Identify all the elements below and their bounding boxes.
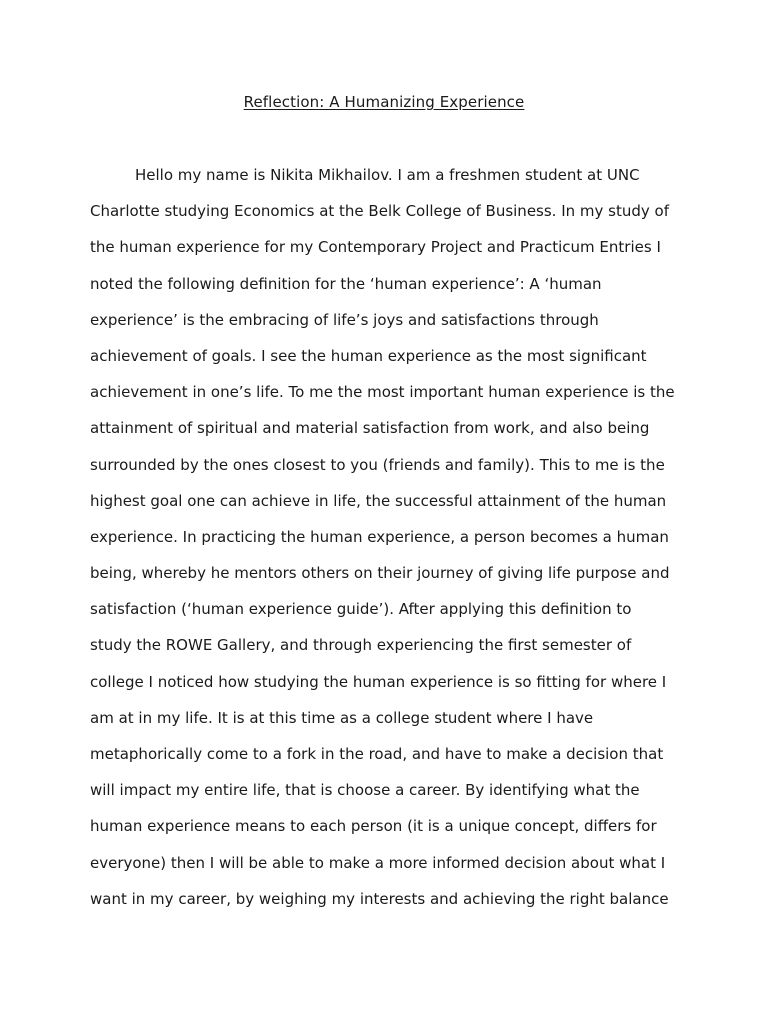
paragraph-line: highest goal one can achieve in life, the successful attainment of the human <box>90 491 667 510</box>
paragraph-line: the human experience for my Contemporary Project and Practicum Entries I <box>90 238 661 257</box>
paragraph-line: Hello my name is Nikita Mikhailov. I am a freshmen student at UNC <box>135 166 640 184</box>
paragraph-line: experience. In practicing the human experience, a person becomes a human <box>90 527 669 546</box>
paragraph-line: college I noticed how studying the human experience is so fitting for where I <box>90 672 667 691</box>
paragraph-line: human experience means to each person (it is a unique concept, differs for <box>90 817 657 836</box>
paragraph-line: being, whereby he mentors others on their journey of giving life purpose and <box>90 564 670 583</box>
paragraph-line: surrounded by the ones closest to you (friends and family). This to me is the <box>90 455 665 474</box>
paragraph-line: metaphorically come to a fork in the road, and have to make a decision that <box>90 745 664 763</box>
paragraph-line: attainment of spiritual and material satisfaction from work, and also being <box>90 419 650 438</box>
paragraph-line: achievement of goals. I see the human experience as the most significant <box>90 346 647 365</box>
paragraph-line: satisfaction (‘human experience guide’). After applying this definition to <box>90 600 632 619</box>
paragraph-line: want in my career, by weighing my interests and achieving the right balance <box>90 889 669 908</box>
document-body <box>90 164 690 924</box>
paragraph-line: achievement in one’s life. To me the most important human experience is the <box>90 383 675 402</box>
document-title: Reflection: A Humanizing Experience <box>243 93 525 111</box>
paragraph-line: everyone) then I will be able to make a more informed decision about what I <box>90 853 666 872</box>
paragraph-line: noted the following definition for the ‘human experience’: A ‘human <box>90 274 602 293</box>
paragraph-line: study the ROWE Gallery, and through experiencing the first semester of <box>90 636 632 655</box>
paragraph-line: am at in my life. It is at this time as a college student where I have <box>90 708 594 727</box>
paragraph-line: experience’ is the embracing of life’s joys and satisfactions through <box>90 310 599 329</box>
paragraph-line: Charlotte studying Economics at the Belk College of Business. In my study of <box>90 202 669 221</box>
paragraph-line: will impact my entire life, that is choose a career. By identifying what the <box>90 781 640 800</box>
